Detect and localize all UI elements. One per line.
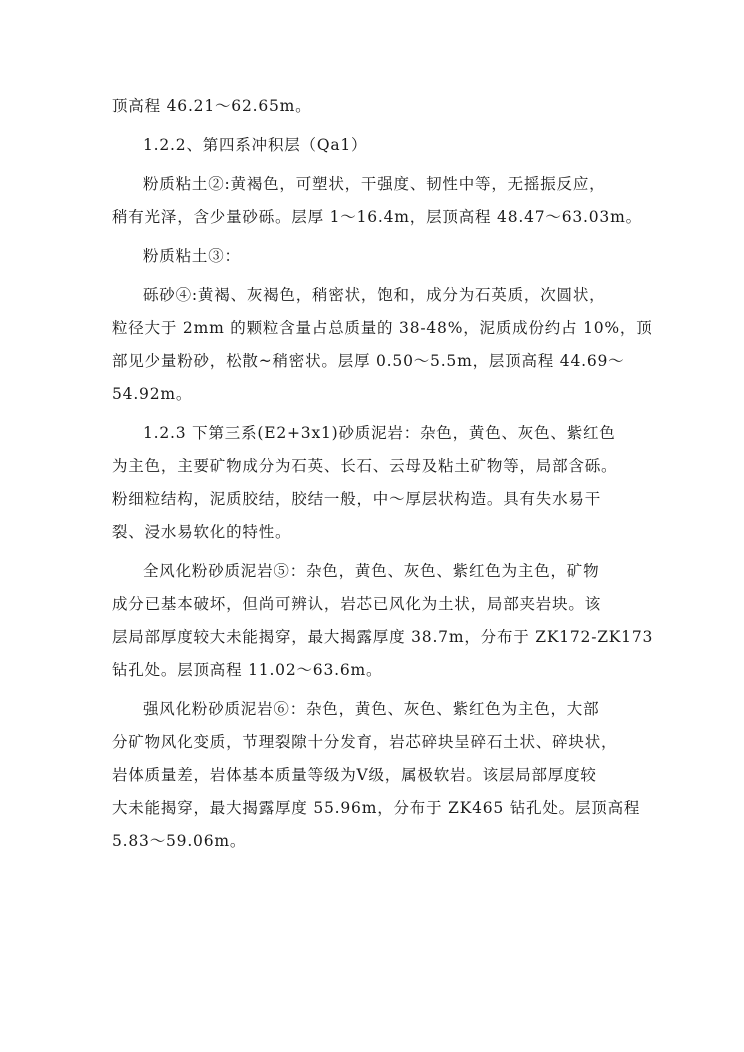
text-line: 粉细粒结构，泥质胶结，胶结一般，中～厚层状构造。具有失水易干 [112,490,602,508]
text-line: 粉质粘土②:黄褐色，可塑状，干强度、韧性中等，无摇振反应， [143,175,606,193]
paragraph-strongly-weathered-6 [112,693,640,858]
text-line: 岩体质量差，岩体基本质量等级为Ⅴ级，属极软岩。该层局部厚度较 [112,766,597,784]
text-line: 稍有光泽，含少量砂砾。层厚 1～16.4m，层顶高程 48.47～63.03m。 [112,208,642,226]
paragraph-gravel-sand-4 [112,279,653,411]
paragraph-continuation [112,90,640,123]
text-line: 裂、浸水易软化的特性。 [112,523,292,541]
paragraph-fully-weathered-5 [112,555,654,687]
text-line: 分矿物风化变质，节理裂隙十分发育，岩芯碎块呈碎石土状、碎块状， [112,733,618,751]
text-line: 为主色，主要矿物成分为石英、长石、云母及粘土矿物等，局部含砾。 [112,457,618,475]
text-line: 层局部厚度较大未能揭穿，最大揭露厚度 38.7m，分布于 ZK172-ZK173 [112,628,654,646]
text-line: 钻孔处。层顶高程 11.02～63.6m。 [112,661,383,679]
text-line: 粒径大于 2mm 的颗粒含量占总质量的 38-48%，泥质成份约占 10%，顶 [112,319,653,337]
text-line: 全风化粉砂质泥岩⑤：杂色，黄色、灰色、紫红色为主色，矿物 [143,562,600,580]
text-line: 54.92m。 [112,385,193,403]
text-line: 5.83～59.06m。 [112,832,247,850]
text-line: 强风化粉砂质泥岩⑥：杂色，黄色、灰色、紫红色为主色，大部 [143,700,600,718]
text-line: 1.2.2、第四系冲积层（Qa1） [143,136,368,154]
text-line: 顶高程 46.21～62.65m。 [112,97,312,115]
text-line: 1.2.3 下第三系(E2+3x1)砂质泥岩：杂色，黄色、灰色、紫红色 [143,424,616,442]
paragraph-silty-clay-3 [112,240,640,273]
paragraph-silty-clay-2 [112,168,640,234]
section-heading-1-2-3 [112,417,640,549]
text-line: 粉质粘土③： [143,247,241,265]
text-line: 成分已基本破坏，但尚可辨认，岩芯已风化为土状，局部夹岩块。该 [112,595,602,613]
section-heading-1-2-2 [112,129,640,162]
document-body [112,90,654,858]
text-line: 砾砂④:黄褐、灰褐色，稍密状，饱和，成分为石英质，次圆状， [143,286,606,304]
text-line: 大未能揭穿，最大揭露厚度 55.96m，分布于 ZK465 钻孔处。层顶高程 [112,799,641,817]
text-line: 部见少量粉砂，松散~稍密状。层厚 0.50～5.5m，层顶高程 44.69～ [112,352,625,370]
